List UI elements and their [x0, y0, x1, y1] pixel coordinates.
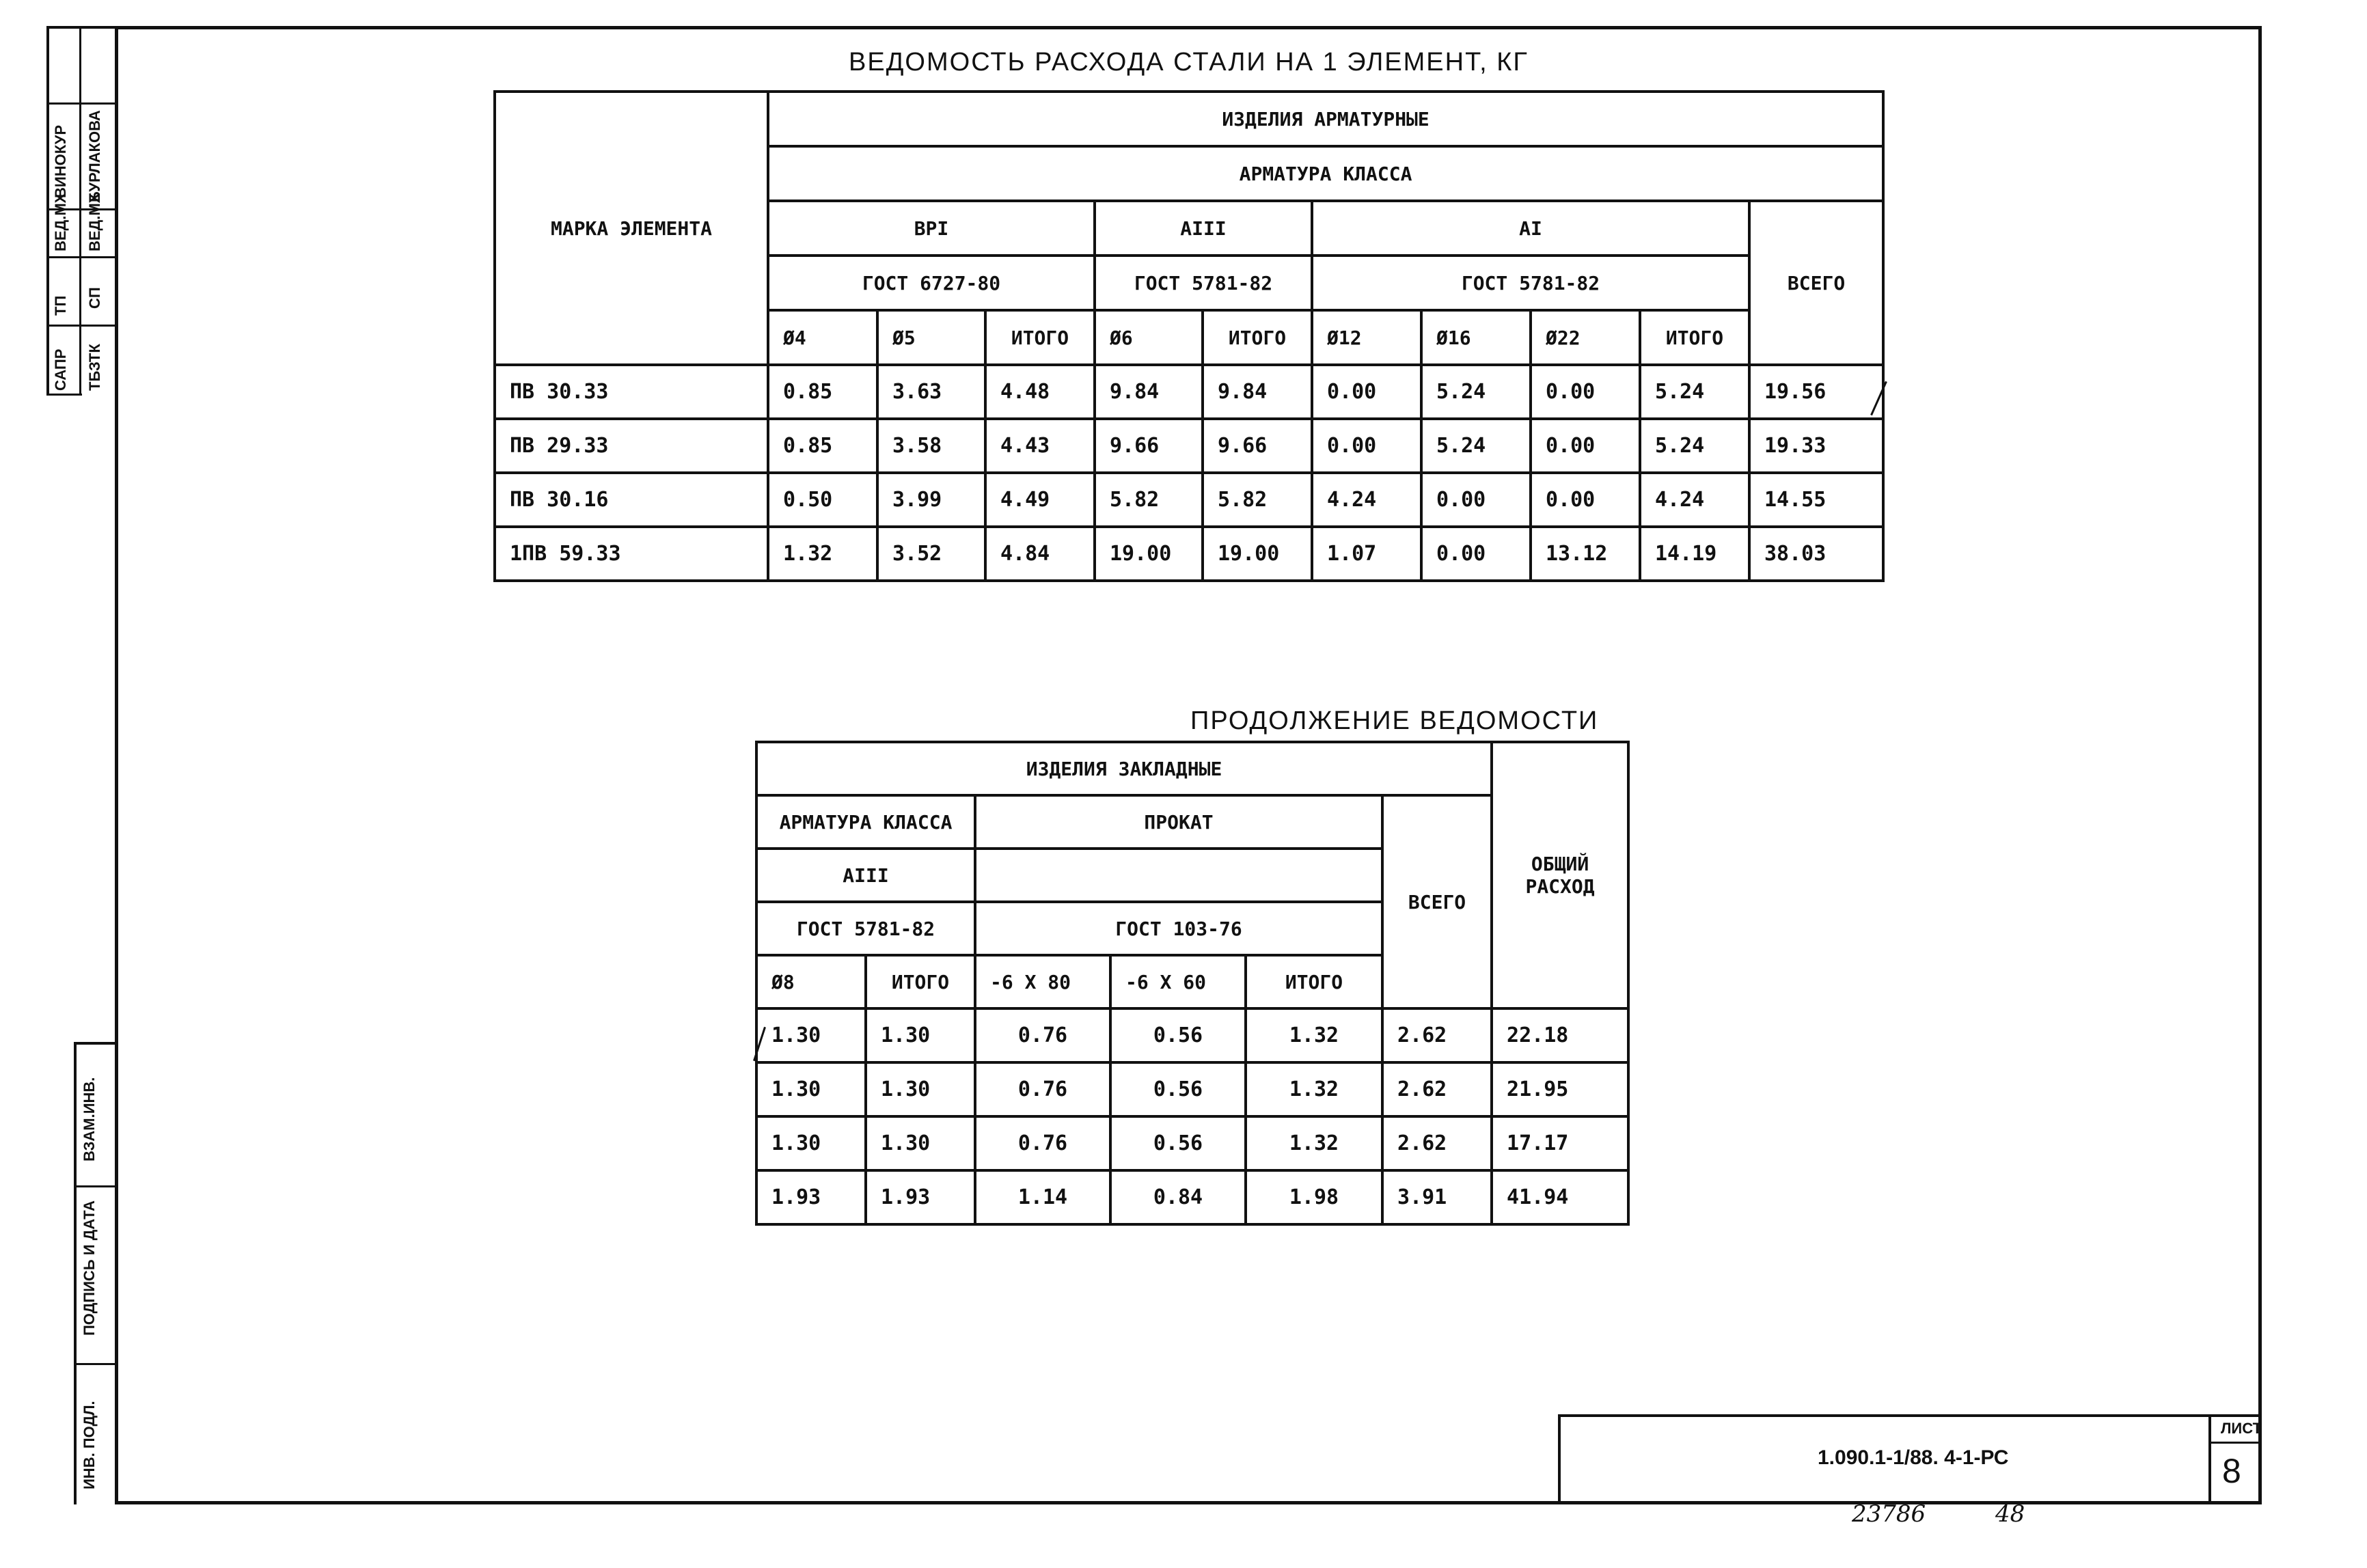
table-row — [756, 1062, 1628, 1116]
value-cell: 0.56 — [1110, 1062, 1246, 1116]
value-cell: 1.30 — [756, 1008, 866, 1062]
value-cell: 41.94 — [1492, 1170, 1628, 1224]
value-cell: 0.00 — [1421, 473, 1531, 527]
value-cell: 1.30 — [756, 1116, 866, 1170]
value-cell: 9.84 — [1095, 365, 1203, 419]
table-row — [495, 365, 1883, 419]
value-cell: 3.52 — [877, 527, 985, 581]
strip-label-inv-podl: ИНВ. ПОДЛ. — [81, 1401, 98, 1489]
value-cell: 14.55 — [1749, 473, 1883, 527]
value-cell: 19.56 — [1749, 365, 1883, 419]
subheader-cell: Ø5 — [877, 310, 985, 365]
header-class-a1: AI — [1312, 201, 1749, 256]
table1-title: ВЕДОМОСТЬ РАСХОДА СТАЛИ НА 1 ЭЛЕМЕНТ, КГ — [849, 48, 1529, 77]
value-cell: 0.76 — [975, 1008, 1110, 1062]
sheet-label: ЛИСТ — [2221, 1420, 2262, 1437]
strip-label-vinokur: ВИНОКУР — [52, 124, 69, 198]
strip-label-vedmh-1: ВЕД.МХ — [52, 193, 69, 251]
strip-label-podpis-data: ПОДПИСЬ И ДАТА — [81, 1200, 98, 1336]
value-cell: 3.99 — [877, 473, 985, 527]
handwritten-page: 48 — [1995, 1500, 2025, 1528]
strip-label-vzam-inv: ВЗАМ.ИНВ. — [81, 1077, 98, 1161]
header-class-a3: AIII — [1095, 201, 1312, 256]
table-row — [756, 1170, 1628, 1224]
table-row — [756, 1116, 1628, 1170]
header-total: ВСЕГО — [1749, 201, 1883, 365]
value-cell: 4.48 — [985, 365, 1095, 419]
value-cell: 4.43 — [985, 419, 1095, 473]
value-cell: 5.24 — [1421, 419, 1531, 473]
subheader-cell: Ø12 — [1312, 310, 1421, 365]
table-row — [495, 527, 1883, 581]
sheet-box-divider — [2208, 1442, 2262, 1444]
header-rebar-class: АРМАТУРА КЛАССА — [768, 146, 1883, 201]
strip-label-tp: ТП — [52, 295, 69, 316]
header-empty — [975, 849, 1382, 902]
table-row — [756, 1008, 1628, 1062]
value-cell: 2.62 — [1382, 1116, 1492, 1170]
subheader-cell: ИТОГО — [985, 310, 1095, 365]
subheader-cell: Ø22 — [1531, 310, 1640, 365]
handwritten-number: 23786 — [1852, 1500, 1926, 1528]
subheader-cell: ИТОГО — [1203, 310, 1312, 365]
header-overall-line1: ОБЩИЙ — [1531, 853, 1589, 875]
value-cell: 5.82 — [1095, 473, 1203, 527]
header-gost-vr1: ГОСТ 6727-80 — [768, 256, 1095, 310]
value-cell: 1.98 — [1246, 1170, 1382, 1224]
value-cell: 0.00 — [1531, 365, 1640, 419]
value-cell: 1.30 — [866, 1062, 975, 1116]
value-cell: 9.66 — [1095, 419, 1203, 473]
strip-divider — [46, 394, 82, 396]
strip-label-tbztk: ТБЗТК — [86, 344, 103, 391]
value-cell: 1.14 — [975, 1170, 1110, 1224]
header-class-a3: AIII — [756, 849, 975, 902]
value-cell: 1.32 — [1246, 1008, 1382, 1062]
value-cell: 9.66 — [1203, 419, 1312, 473]
value-cell: 4.49 — [985, 473, 1095, 527]
value-cell: 19.00 — [1203, 527, 1312, 581]
value-cell: 3.63 — [877, 365, 985, 419]
header-gost-103: ГОСТ 103-76 — [975, 902, 1382, 955]
sheet-number: 8 — [2222, 1452, 2241, 1490]
value-cell: 1.30 — [866, 1116, 975, 1170]
value-cell: 21.95 — [1492, 1062, 1628, 1116]
value-cell: 4.84 — [985, 527, 1095, 581]
strip-divider — [74, 1185, 115, 1187]
header-overall-line2: РАСХОД — [1525, 875, 1595, 898]
table-row — [495, 419, 1883, 473]
value-cell: 0.00 — [1312, 365, 1421, 419]
table-row — [495, 473, 1883, 527]
value-cell: 0.56 — [1110, 1116, 1246, 1170]
value-cell: 1.30 — [866, 1008, 975, 1062]
value-cell: 3.58 — [877, 419, 985, 473]
subheader-cell: ИТОГО — [1640, 310, 1749, 365]
strip-divider — [46, 256, 115, 258]
strip-label-vedmh-2: ВЕД.МХ — [86, 193, 103, 251]
value-cell: 14.19 — [1640, 527, 1749, 581]
strip-divider — [79, 26, 81, 395]
value-cell: 1.32 — [768, 527, 877, 581]
strip-divider — [46, 102, 115, 105]
header-rebar-class: АРМАТУРА КЛАССА — [756, 795, 975, 849]
subheader-cell: -6 X 80 — [975, 955, 1110, 1008]
value-cell: 5.24 — [1640, 365, 1749, 419]
value-cell: 13.12 — [1531, 527, 1640, 581]
header-rolled-steel: ПРОКАТ — [975, 795, 1382, 849]
value-cell: 5.24 — [1421, 365, 1531, 419]
header-class-vr1: ВРI — [768, 201, 1095, 256]
value-cell: 0.00 — [1312, 419, 1421, 473]
value-cell: 1.07 — [1312, 527, 1421, 581]
strip-divider — [74, 1363, 115, 1365]
strip-divider — [46, 325, 115, 327]
value-cell: 0.00 — [1531, 419, 1640, 473]
value-cell: 38.03 — [1749, 527, 1883, 581]
header-gost-5781: ГОСТ 5781-82 — [756, 902, 975, 955]
value-cell: 19.00 — [1095, 527, 1203, 581]
header-gost-a1: ГОСТ 5781-82 — [1312, 256, 1749, 310]
subheader-cell: -6 X 60 — [1110, 955, 1246, 1008]
header-gost-a3: ГОСТ 5781-82 — [1095, 256, 1312, 310]
strip-label-burlakova: БУРЛАКОВА — [86, 110, 103, 202]
value-cell: 0.50 — [768, 473, 877, 527]
subheader-cell: Ø4 — [768, 310, 877, 365]
value-cell: 5.24 — [1640, 419, 1749, 473]
value-cell: 19.33 — [1749, 419, 1883, 473]
value-cell: 17.17 — [1492, 1116, 1628, 1170]
value-cell: 0.76 — [975, 1116, 1110, 1170]
value-cell: 2.62 — [1382, 1062, 1492, 1116]
subheader-cell: Ø16 — [1421, 310, 1531, 365]
header-total: ВСЕГО — [1382, 795, 1492, 1008]
value-cell: 1.30 — [756, 1062, 866, 1116]
value-cell: 0.85 — [768, 419, 877, 473]
steel-consumption-continuation-table — [755, 741, 1630, 1226]
header-overall-consumption — [1492, 742, 1628, 1008]
subheader-cell: ИТОГО — [1246, 955, 1382, 1008]
value-cell: 4.24 — [1640, 473, 1749, 527]
subheader-cell: Ø8 — [756, 955, 866, 1008]
value-cell: 3.91 — [1382, 1170, 1492, 1224]
element-mark-cell: 1ПВ 59.33 — [495, 527, 768, 581]
strip-label-sp: СП — [86, 287, 103, 309]
value-cell: 0.84 — [1110, 1170, 1246, 1224]
value-cell: 22.18 — [1492, 1008, 1628, 1062]
value-cell: 0.00 — [1421, 527, 1531, 581]
value-cell: 0.00 — [1531, 473, 1640, 527]
value-cell: 2.62 — [1382, 1008, 1492, 1062]
element-mark-cell: ПВ 30.33 — [495, 365, 768, 419]
value-cell: 4.24 — [1312, 473, 1421, 527]
strip-label-sapr: САПР — [52, 348, 69, 391]
table2-title: ПРОДОЛЖЕНИЕ ВЕДОМОСТИ — [1190, 706, 1599, 735]
value-cell: 1.93 — [756, 1170, 866, 1224]
value-cell: 0.76 — [975, 1062, 1110, 1116]
subheader-cell: Ø6 — [1095, 310, 1203, 365]
value-cell: 0.56 — [1110, 1008, 1246, 1062]
steel-consumption-table — [493, 90, 1885, 582]
element-mark-cell: ПВ 30.16 — [495, 473, 768, 527]
document-code: 1.090.1-1/88. 4-1-РС — [1818, 1446, 2009, 1469]
subheader-cell: ИТОГО — [866, 955, 975, 1008]
value-cell: 1.32 — [1246, 1116, 1382, 1170]
header-embedded-products: ИЗДЕЛИЯ ЗАКЛАДНЫЕ — [756, 742, 1492, 795]
header-element-mark: МАРКА ЭЛЕМЕНТА — [495, 92, 768, 365]
value-cell: 1.93 — [866, 1170, 975, 1224]
value-cell: 1.32 — [1246, 1062, 1382, 1116]
element-mark-cell: ПВ 29.33 — [495, 419, 768, 473]
value-cell: 0.85 — [768, 365, 877, 419]
value-cell: 9.84 — [1203, 365, 1312, 419]
value-cell: 5.82 — [1203, 473, 1312, 527]
header-products: ИЗДЕЛИЯ АРМАТУРНЫЕ — [768, 92, 1883, 146]
